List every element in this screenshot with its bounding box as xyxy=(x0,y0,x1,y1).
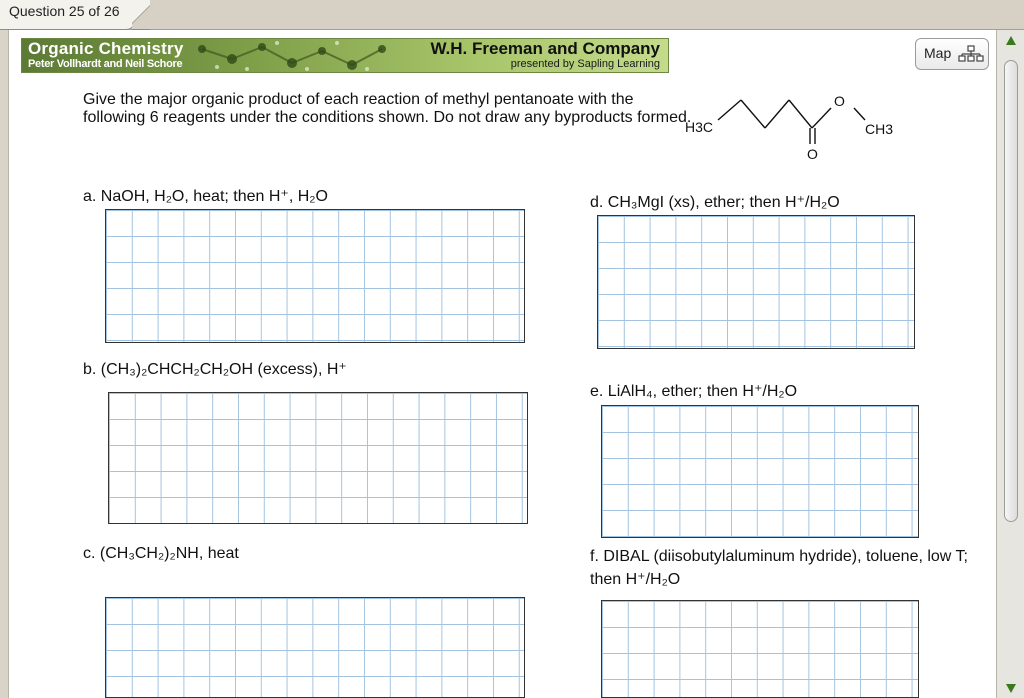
scroll-thumb[interactable] xyxy=(1004,60,1018,522)
course-title: Organic Chemistry xyxy=(28,39,184,58)
item-c-label xyxy=(83,545,239,563)
item-b-letter: b. xyxy=(83,361,97,378)
tab-bar xyxy=(0,0,1024,30)
molecule-carbonyl-oxygen: O xyxy=(807,146,818,162)
drawing-canvas-f[interactable] xyxy=(601,600,919,698)
item-d-letter: d. xyxy=(590,194,604,211)
question-tab[interactable] xyxy=(0,0,136,30)
item-f-letter: f. xyxy=(590,548,599,565)
drawing-canvas-e[interactable] xyxy=(601,405,919,538)
item-e-label xyxy=(590,381,797,401)
map-button-label: Map xyxy=(924,45,952,61)
item-f-label xyxy=(590,545,974,591)
drawing-canvas-b[interactable] xyxy=(108,392,528,524)
item-f-reagents: DIBAL (diisobutylaluminum hydride), toluene, low T; then H⁺/H₂O xyxy=(590,548,968,588)
item-e-letter: e. xyxy=(590,383,604,400)
question-panel xyxy=(8,30,996,698)
molecule-decoration-icon xyxy=(192,39,422,73)
publisher-name: W.H. Freeman and Company xyxy=(430,39,660,58)
sitemap-icon xyxy=(958,45,984,63)
molecule-right-group: CH3 xyxy=(865,121,894,137)
item-d-label xyxy=(590,192,840,212)
molecule-left-group: H3C xyxy=(685,119,714,135)
scroll-down-arrow-icon[interactable] xyxy=(1006,684,1016,693)
tab-curve xyxy=(132,0,150,30)
scroll-up-arrow-icon[interactable] xyxy=(1006,36,1016,45)
item-c-letter: c. xyxy=(83,545,96,562)
course-authors: Peter Vollhardt and Neil Schore xyxy=(28,58,183,70)
map-button[interactable] xyxy=(915,38,989,70)
question-tab-label: Question 25 of 26 xyxy=(9,3,120,19)
item-a-label xyxy=(83,186,328,206)
question-prompt: Give the major organic product of each reaction of methyl pentanoate with the following 6 reagents under the conditions shown. Do not draw any byproducts formed. xyxy=(83,91,692,126)
item-d-reagents: CH₃MgI (xs), ether; then H⁺/H₂O xyxy=(607,194,840,211)
item-b-label xyxy=(83,359,347,379)
item-e-reagents: LiAlH₄, ether; then H⁺/H₂O xyxy=(607,383,798,400)
item-a-reagents: NaOH, H₂O, heat; then H⁺, H₂O xyxy=(100,188,328,205)
vertical-scrollbar[interactable] xyxy=(996,30,1024,698)
textbook-banner xyxy=(21,38,669,73)
item-a-letter: a. xyxy=(83,188,97,205)
item-c-reagents: (CH₃CH₂)₂NH, heat xyxy=(99,545,239,562)
item-b-reagents: (CH₃)₂CHCH₂CH₂OH (excess), H⁺ xyxy=(100,361,347,378)
drawing-canvas-d[interactable] xyxy=(597,215,915,349)
molecule-ester-oxygen: O xyxy=(834,93,845,109)
drawing-canvas-c[interactable] xyxy=(105,597,525,698)
methyl-pentanoate-structure xyxy=(681,60,911,170)
drawing-canvas-a[interactable] xyxy=(105,209,525,343)
presented-by: presented by Sapling Learning xyxy=(510,58,660,70)
